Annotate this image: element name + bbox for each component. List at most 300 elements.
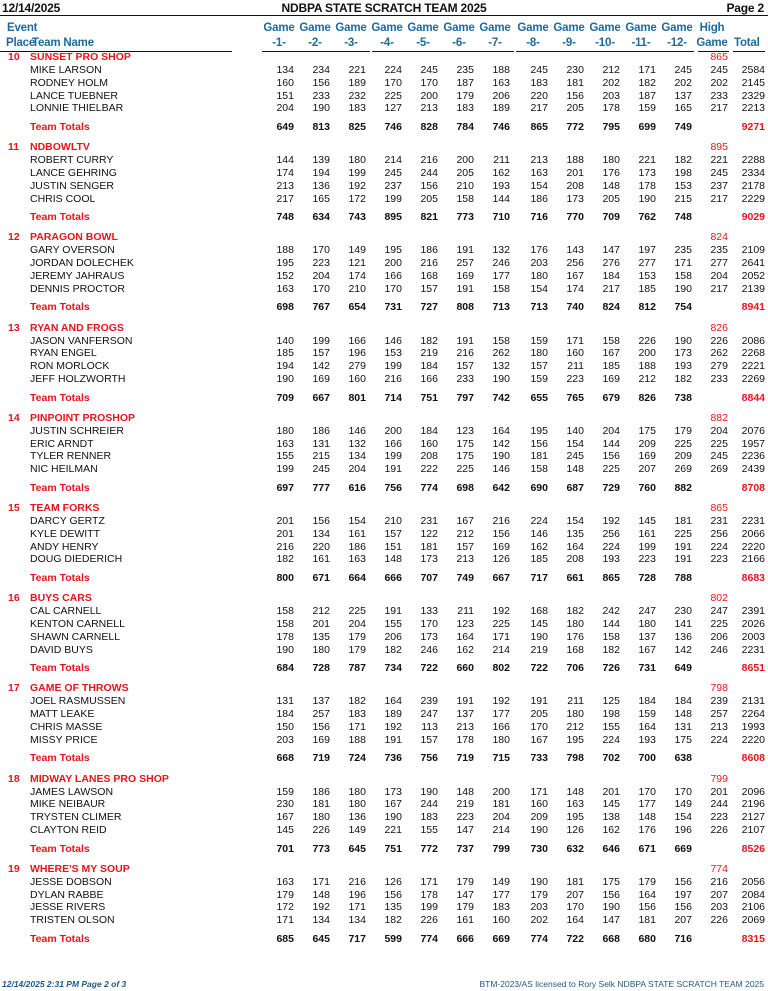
player-name: CAL CARNELL (30, 605, 102, 617)
game-score: 171 (420, 876, 438, 888)
team-game-total: 716 (674, 933, 692, 945)
game-score: 171 (674, 257, 692, 269)
team-game-total: 824 (602, 301, 620, 313)
high-game-header-bottom: Game (696, 37, 728, 49)
game-score: 219 (530, 644, 548, 656)
game-score: 163 (492, 77, 510, 89)
team-high-game: 895 (710, 141, 728, 153)
game-score: 201 (566, 167, 584, 179)
game-score: 204 (348, 618, 366, 630)
team-name: SUNSET PRO SHOP (30, 51, 131, 63)
game-score: 182 (384, 644, 402, 656)
player-high-game: 231 (710, 515, 728, 527)
game-score: 191 (530, 695, 548, 707)
player-row (0, 425, 768, 438)
player-name: CHRIS COOL (30, 193, 96, 205)
game-score: 247 (638, 605, 656, 617)
game-score: 133 (420, 605, 438, 617)
game-score: 177 (492, 270, 510, 282)
team-high-game: 865 (710, 51, 728, 63)
game-score: 205 (420, 193, 438, 205)
game-score: 167 (384, 798, 402, 810)
game-score: 170 (312, 283, 330, 295)
game-score: 144 (602, 438, 620, 450)
game-score: 216 (276, 541, 294, 553)
game-score: 190 (492, 373, 510, 385)
team-game-total: 738 (674, 392, 692, 404)
player-name: ROBERT CURRY (30, 154, 114, 166)
player-row (0, 721, 768, 734)
game-score: 181 (530, 450, 548, 462)
game-score: 164 (384, 695, 402, 707)
team-grand-total: 8608 (741, 752, 765, 764)
player-row (0, 270, 768, 283)
game-score: 136 (312, 180, 330, 192)
event-place: 19 (8, 863, 20, 875)
game-score: 184 (674, 695, 692, 707)
game-score: 121 (348, 257, 366, 269)
player-row (0, 167, 768, 180)
game-score: 177 (492, 708, 510, 720)
game-score: 173 (384, 786, 402, 798)
game-score: 244 (420, 167, 438, 179)
game-score: 230 (674, 605, 692, 617)
game-score: 245 (312, 463, 330, 475)
player-high-game: 237 (710, 180, 728, 192)
game-score: 164 (492, 425, 510, 437)
page-number: Page 2 (726, 1, 764, 15)
player-total: 2221 (741, 360, 765, 372)
player-total: 2106 (741, 901, 765, 913)
game-score: 192 (348, 180, 366, 192)
player-high-game: 224 (710, 541, 728, 553)
game-score: 186 (420, 244, 438, 256)
game-score: 195 (276, 257, 294, 269)
player-name: JORDAN DOLECHEK (30, 257, 134, 269)
game-score: 158 (492, 335, 510, 347)
game-score: 223 (638, 553, 656, 565)
game-score: 192 (312, 901, 330, 913)
game-score: 127 (384, 102, 402, 114)
player-name: JASON VANFERSON (30, 335, 133, 347)
game-score: 183 (348, 102, 366, 114)
game-score: 242 (602, 605, 620, 617)
game-score: 189 (348, 77, 366, 89)
game-score: 145 (276, 824, 294, 836)
game-score: 196 (674, 824, 692, 836)
team-game-total: 655 (530, 392, 548, 404)
team-game-total: 646 (602, 843, 620, 855)
game-1-header-bottom: -1- (272, 37, 286, 49)
game-score: 213 (456, 553, 474, 565)
game-score: 183 (420, 811, 438, 823)
game-score: 170 (420, 618, 438, 630)
player-total: 2196 (741, 798, 765, 810)
game-score: 279 (348, 360, 366, 372)
game-score: 174 (276, 167, 294, 179)
game-score: 216 (420, 257, 438, 269)
game-score: 212 (566, 721, 584, 733)
event-place: 18 (8, 773, 20, 785)
game-score: 148 (384, 553, 402, 565)
game-score: 199 (384, 193, 402, 205)
player-name: MIKE LARSON (30, 64, 102, 76)
team-game-total: 730 (530, 843, 548, 855)
game-score: 126 (566, 824, 584, 836)
player-total: 1993 (741, 721, 765, 733)
game-score: 176 (530, 244, 548, 256)
game-score: 200 (456, 154, 474, 166)
game-score: 132 (492, 360, 510, 372)
player-row (0, 644, 768, 657)
event-place: 15 (8, 502, 20, 514)
game-score: 231 (420, 515, 438, 527)
game-score: 170 (674, 786, 692, 798)
game-score: 200 (638, 347, 656, 359)
player-row (0, 463, 768, 476)
player-high-game: 223 (710, 553, 728, 565)
player-row (0, 347, 768, 360)
game-1-header-top: Game (263, 22, 295, 34)
player-name: JOEL RASMUSSEN (30, 695, 126, 707)
player-total: 2269 (741, 373, 765, 385)
game-score: 204 (492, 811, 510, 823)
game-score: 140 (566, 425, 584, 437)
game-score: 162 (492, 167, 510, 179)
game-score: 201 (276, 528, 294, 540)
game-score: 156 (638, 901, 656, 913)
player-name: DOUG DIEDERICH (30, 553, 123, 565)
game-score: 163 (276, 438, 294, 450)
game-score: 154 (348, 515, 366, 527)
game-score: 172 (348, 193, 366, 205)
game-score: 204 (348, 463, 366, 475)
team-game-total: 728 (312, 662, 330, 674)
game-score: 204 (602, 425, 620, 437)
game-score: 181 (638, 914, 656, 926)
game-score: 245 (566, 450, 584, 462)
game-score: 184 (420, 360, 438, 372)
game-score: 224 (602, 734, 620, 746)
player-name: DARCY GERTZ (30, 515, 105, 527)
game-score: 131 (674, 721, 692, 733)
game-score: 237 (384, 180, 402, 192)
game-score: 173 (674, 347, 692, 359)
game-score: 159 (638, 102, 656, 114)
team-game-total: 895 (384, 211, 402, 223)
game-score: 122 (420, 528, 438, 540)
team-game-total: 767 (312, 301, 330, 313)
team-game-total: 722 (566, 933, 584, 945)
game-score: 189 (384, 708, 402, 720)
team-game-total: 669 (674, 843, 692, 855)
game-score: 171 (276, 914, 294, 926)
player-row (0, 283, 768, 296)
team-totals-row (0, 572, 768, 585)
player-total: 2220 (741, 541, 765, 553)
game-score: 225 (384, 90, 402, 102)
game-score: 179 (674, 425, 692, 437)
player-total: 2178 (741, 180, 765, 192)
game-score: 186 (348, 541, 366, 553)
player-high-game: 217 (710, 193, 728, 205)
player-high-game: 239 (710, 695, 728, 707)
player-row (0, 77, 768, 90)
game-score: 179 (456, 876, 474, 888)
game-12-header-top: Game (661, 22, 693, 34)
game-12-header-bottom: -12- (667, 37, 687, 49)
game-score: 181 (566, 77, 584, 89)
game-score: 194 (312, 167, 330, 179)
game-score: 126 (492, 553, 510, 565)
game-score: 161 (312, 553, 330, 565)
team-game-total: 717 (530, 572, 548, 584)
team-game-total: 821 (420, 211, 438, 223)
player-total: 2084 (741, 889, 765, 901)
player-total: 2220 (741, 734, 765, 746)
team-game-total: 729 (602, 482, 620, 494)
game-score: 202 (530, 914, 548, 926)
player-row (0, 605, 768, 618)
player-high-game: 226 (710, 824, 728, 836)
player-high-game: 201 (710, 786, 728, 798)
team-name: RYAN AND FROGS (30, 322, 124, 334)
team-game-total: 749 (674, 121, 692, 133)
game-score: 225 (456, 463, 474, 475)
game-score: 174 (348, 270, 366, 282)
team-totals-row (0, 211, 768, 224)
event-place: 10 (8, 51, 20, 63)
player-name: TRYSTEN CLIMER (30, 811, 122, 823)
team-header-row (0, 322, 768, 335)
game-score: 217 (530, 102, 548, 114)
player-name: RON MORLOCK (30, 360, 110, 372)
player-total: 2439 (741, 463, 765, 475)
game-2-header-top: Game (299, 22, 331, 34)
game-score: 126 (384, 876, 402, 888)
player-name: LANCE TUEBNER (30, 90, 118, 102)
game-score: 158 (456, 193, 474, 205)
game-score: 168 (420, 270, 438, 282)
game-score: 200 (420, 90, 438, 102)
game-2-header-bottom: -2- (308, 37, 322, 49)
game-score: 134 (348, 914, 366, 926)
game-score: 199 (420, 901, 438, 913)
player-high-game: 233 (710, 90, 728, 102)
team-game-total: 765 (566, 392, 584, 404)
game-score: 171 (492, 631, 510, 643)
team-game-total: 667 (492, 572, 510, 584)
team-game-total: 774 (420, 482, 438, 494)
game-score: 190 (384, 811, 402, 823)
game-score: 147 (456, 824, 474, 836)
game-score: 193 (602, 553, 620, 565)
team-game-total: 642 (492, 482, 510, 494)
game-score: 197 (674, 889, 692, 901)
game-score: 180 (348, 786, 366, 798)
game-score: 182 (420, 335, 438, 347)
team-game-total: 799 (492, 843, 510, 855)
player-row (0, 901, 768, 914)
player-row (0, 811, 768, 824)
game-score: 225 (492, 618, 510, 630)
game-4-header-top: Game (371, 22, 403, 34)
team-game-total: 749 (456, 572, 474, 584)
game-score: 168 (566, 644, 584, 656)
game-score: 149 (674, 798, 692, 810)
total-header: Total (734, 37, 760, 49)
game-score: 208 (420, 450, 438, 462)
game-score: 224 (384, 64, 402, 76)
team-game-total: 706 (566, 662, 584, 674)
player-total: 2264 (741, 708, 765, 720)
game-score: 148 (312, 889, 330, 901)
game-score: 150 (276, 721, 294, 733)
game-score: 223 (456, 811, 474, 823)
team-game-total: 669 (492, 933, 510, 945)
game-score: 199 (276, 463, 294, 475)
game-score: 223 (312, 257, 330, 269)
game-score: 163 (530, 167, 548, 179)
team-grand-total: 8315 (741, 933, 765, 945)
player-total: 2145 (741, 77, 765, 89)
game-score: 216 (492, 515, 510, 527)
game-9-header-top: Game (553, 22, 585, 34)
team-game-total: 666 (384, 572, 402, 584)
team-game-total: 746 (384, 121, 402, 133)
team-game-total: 719 (456, 752, 474, 764)
player-name: JUSTIN SENGER (30, 180, 115, 192)
team-high-game: 802 (710, 592, 728, 604)
game-score: 202 (602, 77, 620, 89)
team-totals-label: Team Totals (30, 121, 90, 133)
player-row (0, 824, 768, 837)
player-high-game: 246 (710, 644, 728, 656)
player-total: 2288 (741, 154, 765, 166)
player-row (0, 798, 768, 811)
game-score: 175 (602, 876, 620, 888)
report-date: 12/14/2025 (2, 1, 61, 15)
game-score: 134 (348, 450, 366, 462)
game-score: 190 (638, 193, 656, 205)
game-score: 146 (348, 425, 366, 437)
player-name: TRISTEN OLSON (30, 914, 115, 926)
game-score: 153 (638, 270, 656, 282)
game-score: 160 (420, 438, 438, 450)
game-10-header-top: Game (589, 22, 621, 34)
game-score: 207 (674, 914, 692, 926)
team-totals-row (0, 392, 768, 405)
game-4-header-bottom: -4- (380, 37, 394, 49)
game-score: 164 (638, 889, 656, 901)
player-total: 2329 (741, 90, 765, 102)
team-game-total: 812 (638, 301, 656, 313)
game-score: 160 (492, 914, 510, 926)
game-score: 230 (276, 798, 294, 810)
game-score: 225 (348, 605, 366, 617)
game-score: 209 (638, 438, 656, 450)
game-score: 182 (674, 373, 692, 385)
event-header: Event (7, 22, 38, 34)
game-score: 220 (530, 90, 548, 102)
game-score: 179 (348, 644, 366, 656)
game-score: 158 (602, 335, 620, 347)
game-score: 166 (492, 721, 510, 733)
team-game-total: 661 (566, 572, 584, 584)
game-score: 156 (312, 77, 330, 89)
game-score: 170 (312, 244, 330, 256)
game-score: 167 (566, 270, 584, 282)
player-name: ERIC ARNDT (30, 438, 94, 450)
game-score: 125 (602, 695, 620, 707)
game-score: 201 (312, 618, 330, 630)
game-score: 156 (602, 450, 620, 462)
game-score: 136 (674, 631, 692, 643)
game-score: 224 (530, 515, 548, 527)
game-score: 190 (276, 373, 294, 385)
game-score: 215 (674, 193, 692, 205)
player-name: JESSE RIVERS (30, 901, 106, 913)
team-game-total: 634 (312, 211, 330, 223)
team-grand-total: 9029 (741, 211, 765, 223)
team-game-total: 722 (530, 662, 548, 674)
game-score: 188 (638, 360, 656, 372)
high-game-header-top: High (699, 22, 725, 34)
team-name: WHERE'S MY SOUP (30, 863, 130, 875)
game-score: 185 (276, 347, 294, 359)
game-score: 204 (276, 102, 294, 114)
team-game-total: 772 (420, 843, 438, 855)
game-score: 199 (312, 335, 330, 347)
game-score: 180 (312, 644, 330, 656)
game-score: 136 (348, 811, 366, 823)
team-grand-total: 8844 (741, 392, 765, 404)
player-high-game: 225 (710, 618, 728, 630)
game-score: 203 (276, 734, 294, 746)
team-game-total: 813 (312, 121, 330, 133)
game-score: 158 (492, 283, 510, 295)
team-game-total: 825 (348, 121, 366, 133)
game-score: 190 (420, 786, 438, 798)
team-game-total: 774 (420, 933, 438, 945)
game-score: 216 (456, 347, 474, 359)
game-score: 200 (384, 425, 402, 437)
game-score: 157 (384, 528, 402, 540)
team-totals-row (0, 752, 768, 765)
game-score: 159 (530, 373, 548, 385)
player-total: 2236 (741, 450, 765, 462)
team-game-total: 808 (456, 301, 474, 313)
game-score: 159 (276, 786, 294, 798)
game-score: 216 (384, 373, 402, 385)
game-score: 161 (348, 528, 366, 540)
game-score: 135 (566, 528, 584, 540)
game-score: 148 (566, 786, 584, 798)
game-score: 137 (638, 631, 656, 643)
game-score: 277 (638, 257, 656, 269)
player-row (0, 528, 768, 541)
team-game-total: 690 (530, 482, 548, 494)
game-score: 144 (602, 618, 620, 630)
game-score: 153 (674, 180, 692, 192)
player-high-game: 245 (710, 167, 728, 179)
game-score: 184 (420, 425, 438, 437)
team-game-total: 671 (638, 843, 656, 855)
game-score: 211 (457, 605, 474, 617)
game-score: 256 (602, 528, 620, 540)
game-score: 138 (602, 811, 620, 823)
game-score: 170 (638, 786, 656, 798)
